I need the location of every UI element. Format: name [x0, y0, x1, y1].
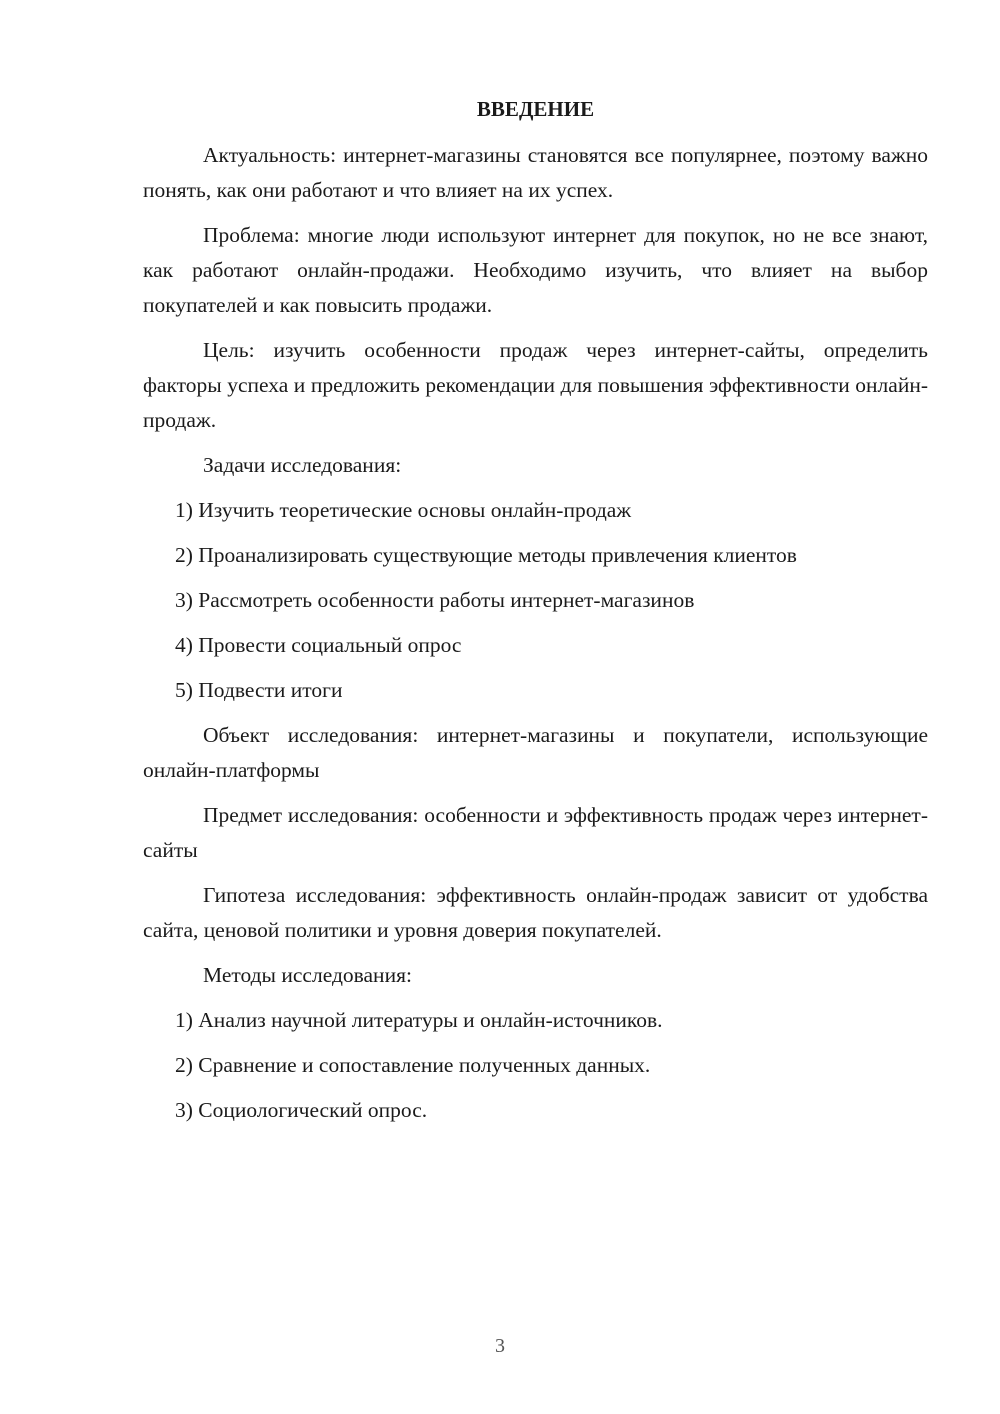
- task-item: 1) Изучить теоретические основы онлайн-продаж: [175, 498, 632, 522]
- method-item: 3) Социологический опрос.: [175, 1098, 428, 1122]
- methods-heading: Методы исследования:: [203, 963, 412, 987]
- method-item: 2) Сравнение и сопоставление полученных данных.: [175, 1053, 651, 1077]
- tasks-heading: Задачи исследования:: [203, 453, 402, 477]
- problem-paragraph: Проблема: многие люди используют интернет для покупок, но не все знают, как работают онлайн-продажи. Необходимо изучить, что влияет на выбор покупателей и как повысить продажи.: [143, 223, 928, 317]
- subject-paragraph: Предмет исследования: особенности и эффективность продаж через интернет-сайты: [143, 803, 928, 862]
- goal-paragraph: Цель: изучить особенности продаж через интернет-сайты, определить факторы успеха и предложить рекомендации для повышения эффективности онлайн-продаж.: [143, 338, 928, 432]
- task-item: 4) Провести социальный опрос: [175, 633, 462, 657]
- tasks-list: [143, 493, 928, 708]
- task-item: 3) Рассмотреть особенности работы интернет-магазинов: [175, 588, 695, 612]
- hypothesis-paragraph: Гипотеза исследования: эффективность онлайн-продаж зависит от удобства сайта, ценовой политики и уровня доверия покупателей.: [143, 883, 928, 942]
- task-item: 5) Подвести итоги: [175, 678, 343, 702]
- page-number: 3: [495, 1335, 505, 1357]
- relevance-paragraph: Актуальность: интернет-магазины становятся все популярнее, поэтому важно понять, как они работают и что влияет на их успех.: [143, 143, 928, 202]
- methods-list: [143, 1003, 928, 1128]
- page-title: ВВЕДЕНИЕ: [476, 97, 595, 121]
- page-content: [143, 92, 928, 1138]
- object-paragraph: Объект исследования: интернет-магазины и покупатели, использующие онлайн-платформы: [143, 723, 928, 782]
- method-item: 1) Анализ научной литературы и онлайн-источников.: [175, 1008, 663, 1032]
- task-item: 2) Проанализировать существующие методы привлечения клиентов: [175, 543, 797, 567]
